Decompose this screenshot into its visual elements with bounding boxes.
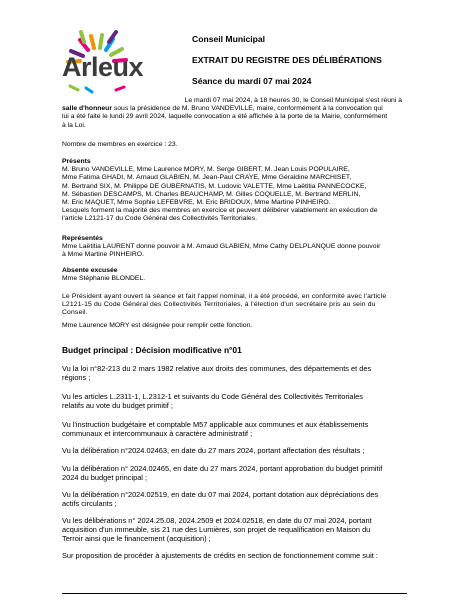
excused-title: Absente excusée: [62, 267, 118, 274]
paragraph-line: Vu la délibération n° 2024.02465, en date du 27 mars 2024, portant approbation du budget primitif: [62, 464, 383, 473]
session-date: Séance du mardi 07 mai 2024: [192, 76, 312, 86]
opening-line: Le Président ayant ouvert la séance et fait l'appel nominal, il a été procédé, en conformité avec l'article: [62, 293, 387, 300]
presents-line: M. Bruno VANDEVILLE, Mme Laurence MORY, M. Serge GIBERT, M. Jean Louis POPULAIRE,: [62, 166, 350, 174]
header-title: Conseil Municipal: [192, 34, 266, 44]
paragraph-line: actifs circulants ;: [62, 499, 117, 508]
intro-line: Le mardi 07 mai 2024, à 18 heures 30, le Conseil Municipal s'est réuni à: [184, 97, 402, 104]
paragraph-proposition: [62, 551, 402, 560]
excused-section: [62, 267, 402, 283]
paragraph-deliberations-immeuble: [62, 516, 402, 543]
paragraph-instruction: [62, 420, 402, 438]
paragraph-line: Vu la loi n°82-213 du 2 mars 1982 relative aux droits des communes, des départements et des: [62, 364, 372, 373]
paragraph-deliberation-02463: [62, 446, 402, 455]
paragraph-deliberation-02519: [62, 490, 402, 508]
intro-text: sous la présidence de M. Bruno VANDEVILLE, maire, conformément à la convocation qui: [111, 105, 383, 113]
presents-line: Lesquels forment la majorité des membres en exercice et peuvent délibérer valablement en exécution de: [62, 207, 378, 215]
represented-section: [62, 235, 402, 260]
presents-line: l'article L2121-17 du Code Général des Collectivités Territoriales.: [62, 215, 257, 223]
intro-line: lui a été faite le lundi 29 avril 2024, laquelle convocation a été affichée à la porte de la Mairie, conformément: [62, 113, 388, 121]
paragraph-line: Vu la délibération n°2024.02463, en date du 27 mars 2024, portant affectation des résultats ;: [62, 446, 365, 455]
intro-paragraph: [62, 97, 402, 130]
intro-line: à la Loi.: [62, 121, 86, 129]
paragraph-deliberation-02465: [62, 464, 402, 482]
arleux-logo: [58, 30, 168, 90]
presents-line: M. Sébastien DESCAMPS, M. Charles BEAUCHAMP, M. Gilles COQUELLE, M. Bertrand MERLIN,: [62, 190, 361, 198]
presents-line: M. Bertrand SIX, M. Philippe DE GUBERNATIS, M. Ludovic VALETTE, Mme Laëtitia PANNECOCKE,: [62, 182, 367, 190]
presents-section: [62, 158, 402, 224]
represented-title: Représentés: [62, 235, 103, 242]
represented-line: à Mme Martine PINHEIRO.: [62, 251, 144, 259]
represented-line: Mme Laëtitia LAURENT donne pouvoir à M. Arnaud GLABIEN, Mme Cathy DELPLANQUE donne pouvoir: [62, 243, 381, 251]
header-subtitle: EXTRAIT DU REGISTRE DES DÉLIBÉRATIONS: [192, 55, 382, 65]
intro-line: [62, 105, 402, 113]
opening-line: Conseil.: [62, 309, 88, 317]
paragraph-line: Vu la délibération n°2024.02519, en date du 07 mai 2024, portant dotation aux dépréciations des: [62, 490, 379, 499]
presents-line: Mme Fatima GHADI, M. Arnaud GLABIEN, M. Jean-Paul CRAYE, Mme Géraldine MARCHISET,: [62, 174, 352, 182]
paragraph-line: régions ;: [62, 373, 91, 382]
paragraph-line: Vu l'instruction budgétaire et comptable M57 applicable aux communes et aux établissements: [62, 420, 369, 429]
paragraph-line: Sur proposition de procéder à ajustements de crédits en section de fonctionnement comme suit :: [62, 551, 378, 560]
paragraph-line: acquisition d'un immeuble, sis 21 rue des Lumières, son projet de requalification en Maison du: [62, 525, 371, 534]
paragraph-articles: [62, 392, 402, 410]
paragraph-loi: [62, 364, 402, 382]
opening-line: L2121-15 du Code Général des Collectivités Territoriales, à l'élection d'un secrétaire pris au sein du: [62, 301, 376, 309]
logo-text: Arleux: [62, 52, 144, 82]
section-title: Budget principal : Décision modificative n°01: [62, 345, 242, 355]
secretary-line: Mme Laurence MORY est désignée pour remplir cette fonction.: [62, 322, 253, 329]
paragraph-line: Terroir ainsi que le financement (acquisition) ;: [62, 534, 211, 543]
paragraph-line: Vu les articles L.2311-1, L.2312-1 et suivants du Code Général des Collectivités Territoriales: [62, 392, 363, 401]
members-count: Nombre de membres en exercice : 23.: [62, 141, 178, 148]
presents-title: Présents: [62, 158, 91, 165]
paragraph-line: Vu les délibérations n° 2024.25.08, 2024.2509 et 2024.02518, en date du 07 mai 2024, portant: [62, 516, 372, 525]
paragraph-line: communaux et intercommunaux à caractère administratif ;: [62, 429, 253, 438]
paragraph-line: relatifs au vote du budget primitif ;: [62, 401, 173, 410]
footer-rule: [62, 593, 407, 594]
excused-line: Mme Stéphanie BLONDEL.: [62, 275, 146, 283]
presents-line: M. Eric MAQUET, Mme Sophie LEFEBVRE, M. Eric BRIDOUX, Mme Martine PINHEIRO.: [62, 199, 331, 207]
paragraph-line: 2024 du budget principal ;: [62, 473, 148, 482]
meeting-place: salle d'honneur: [62, 105, 112, 113]
opening-paragraph: [62, 293, 402, 318]
